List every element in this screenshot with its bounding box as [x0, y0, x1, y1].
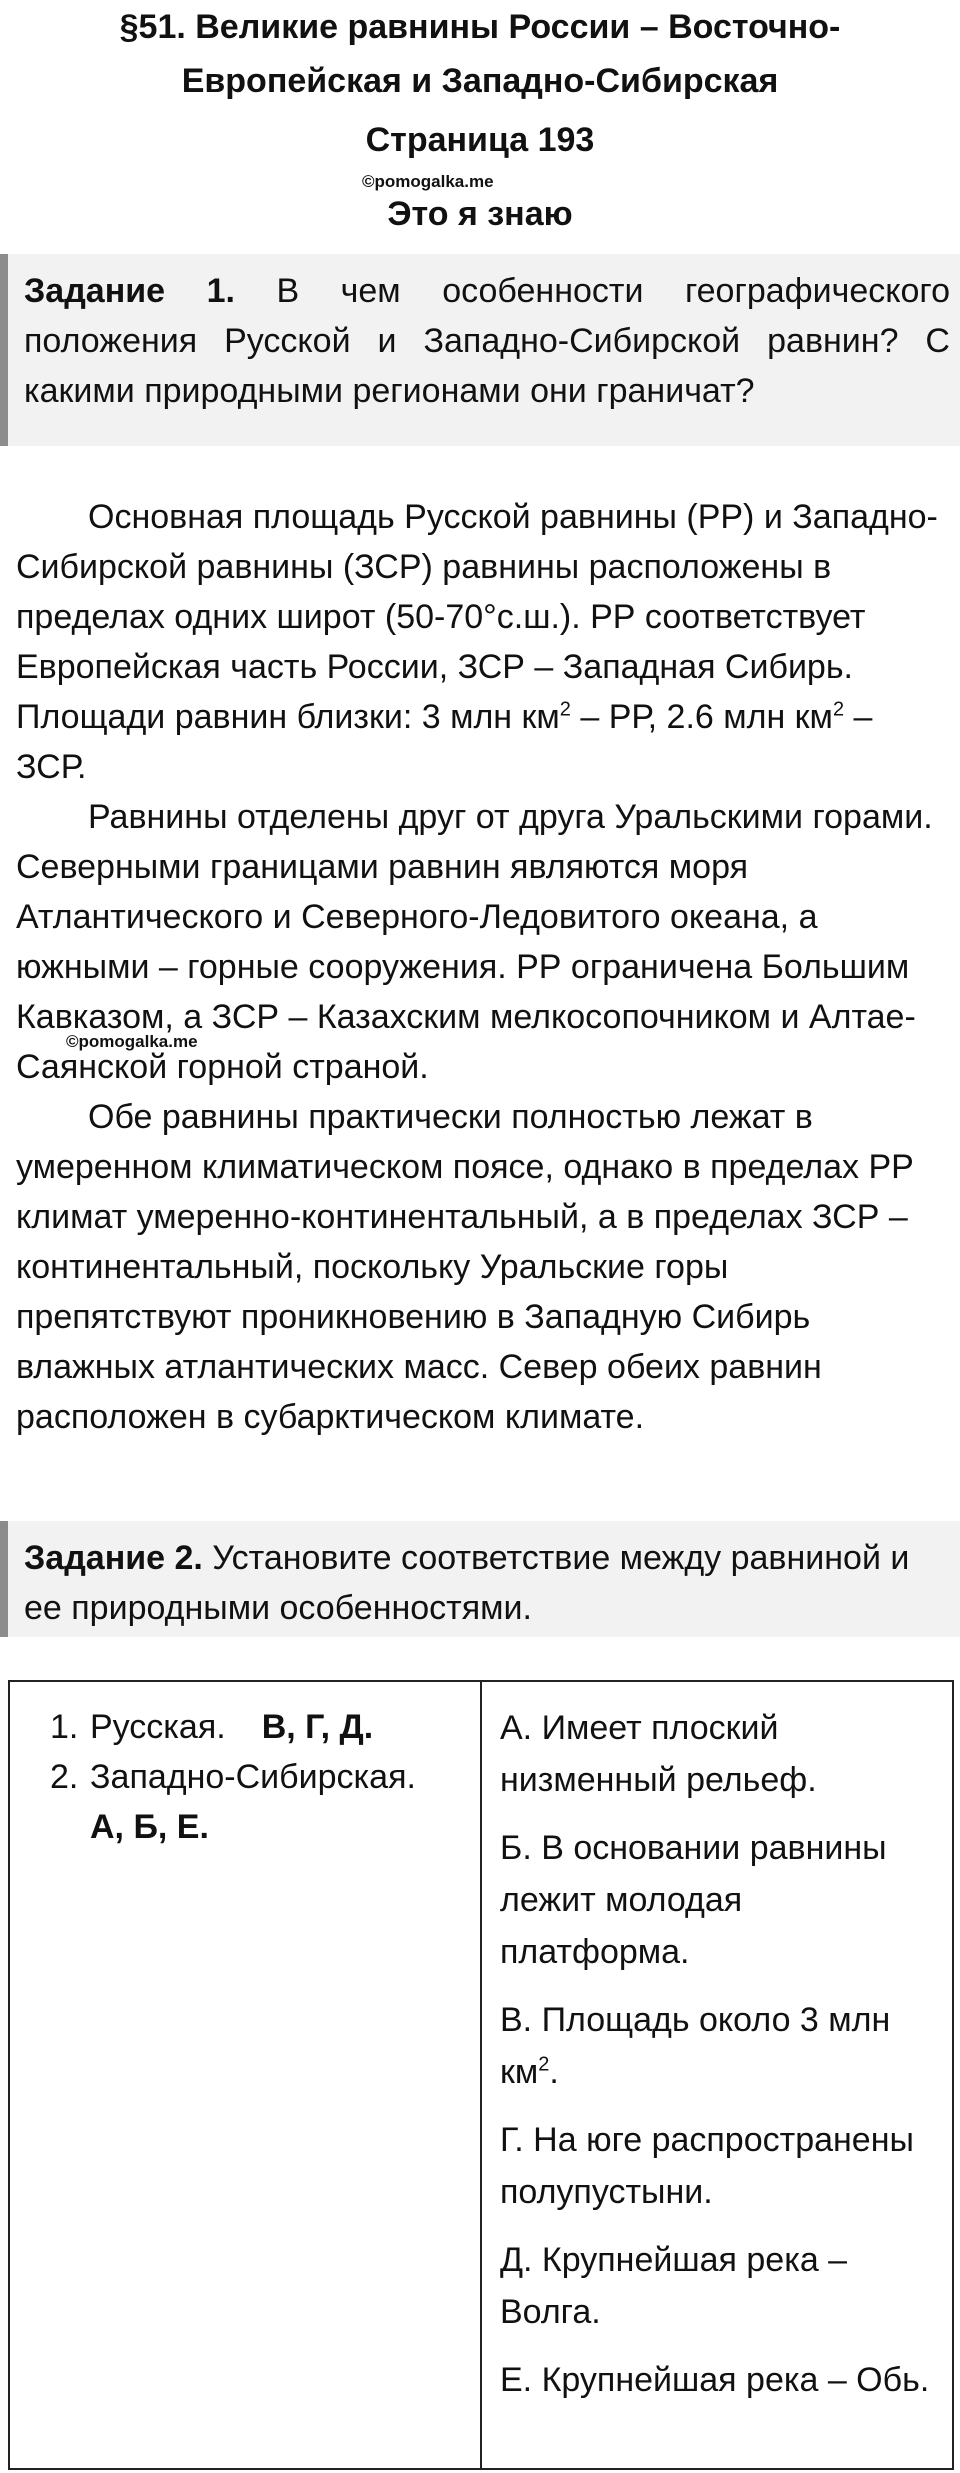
feature-v-sup: 2 [538, 2053, 550, 2076]
answer-p1-sup-2: 2 [832, 698, 845, 721]
watermark-2: ©pomogalka.me [66, 1032, 198, 1051]
title-line-2: Европейская и Западно-Сибирская [181, 62, 779, 100]
plain-2-answer: А, Б, Е. [90, 1808, 209, 1846]
task-2-label: Задание 2. [24, 1539, 203, 1577]
plain-1-name: Русская. [90, 1708, 226, 1746]
plain-item-1 [50, 1702, 470, 1752]
answer-paragraph-1 [16, 492, 946, 792]
plain-2-number: 2. [50, 1758, 79, 1796]
section-heading: Это я знаю [387, 195, 573, 233]
task-2-box [0, 1521, 960, 1637]
watermark: ©pomogalka.me [362, 172, 494, 191]
feature-v [500, 1994, 940, 2098]
answer-paragraph-3: Обе равнины практически полностью лежат в умеренном климатическом поясе, однако в пределах РР климат умеренно-континентальный, а в пределах ЗСР – континентальный, поскольку Уральские горы препятствуют проникновению в Западную Сибирь влажных атлантических масс. Север обеих равнин расположен в субарктическом климате. [16, 1098, 914, 1436]
task-2-text: Установите соответствие между равниной и ее природными особенностями. [24, 1539, 910, 1627]
feature-b: Б. В основании равнины лежит молодая платформа. [500, 1829, 887, 1971]
feature-d: Д. Крупнейшая река – Волга. [500, 2241, 848, 2331]
answer-p1-end: – ЗСР. [16, 698, 873, 786]
task-1-label: Задание 1. [24, 272, 235, 310]
plain-1-number: 1. [50, 1708, 79, 1746]
title-line-1: §51. Великие равнины России – Восточно- [119, 8, 841, 46]
plains-column [50, 1702, 470, 1852]
answer-p1-mid: – РР, 2.6 млн км [570, 698, 833, 736]
plain-2-name: Западно-Сибирская. [90, 1758, 416, 1796]
answer-p1-text: Основная площадь Русской равнины (РР) и Западно-Сибирской равнины (ЗСР) равнины расположены в пределах одних широт (50-70°с.ш.). РР соответствует Европейская часть России, ЗСР – Западная Сибирь. Площади равнин близки: 3 млн км [16, 498, 938, 736]
plain-1-answer: В, Г, Д. [261, 1708, 374, 1746]
task-1-text: В чем особенности географического положения Русской и Западно-Сибирской равнин? С какими природными регионами они граничат? [24, 272, 950, 410]
feature-v-end: . [549, 2053, 559, 2091]
answer-p1-sup-1: 2 [559, 698, 571, 721]
feature-a: А. Имеет плоский низменный рельеф. [500, 1709, 817, 1799]
table-column-divider [480, 1682, 482, 2468]
feature-v-text: В. Площадь около 3 млн км [500, 2001, 891, 2091]
page-title [60, 0, 900, 108]
feature-e: Е. Крупнейшая река – Обь. [500, 2361, 930, 2399]
task-1-box [0, 254, 960, 446]
plain-item-2 [50, 1752, 470, 1802]
task-1-answer [16, 492, 946, 1442]
features-column [500, 1702, 940, 2422]
answer-paragraph-2: Равнины отделены друг от друга Уральскими горами. Северными границами равнин являются моря Атлантического и Северного-Ледовитого океана, а южными – горные сооружения. РР ограничена Большим Кавказом, а ЗСР – Казахским мелкосопочником и Алтае-Саянской горной страной. [16, 798, 933, 1086]
feature-g: Г. На юге распространены полупустыни. [500, 2121, 914, 2211]
page-number: Страница 193 [365, 121, 595, 159]
matching-table [8, 1680, 954, 2470]
